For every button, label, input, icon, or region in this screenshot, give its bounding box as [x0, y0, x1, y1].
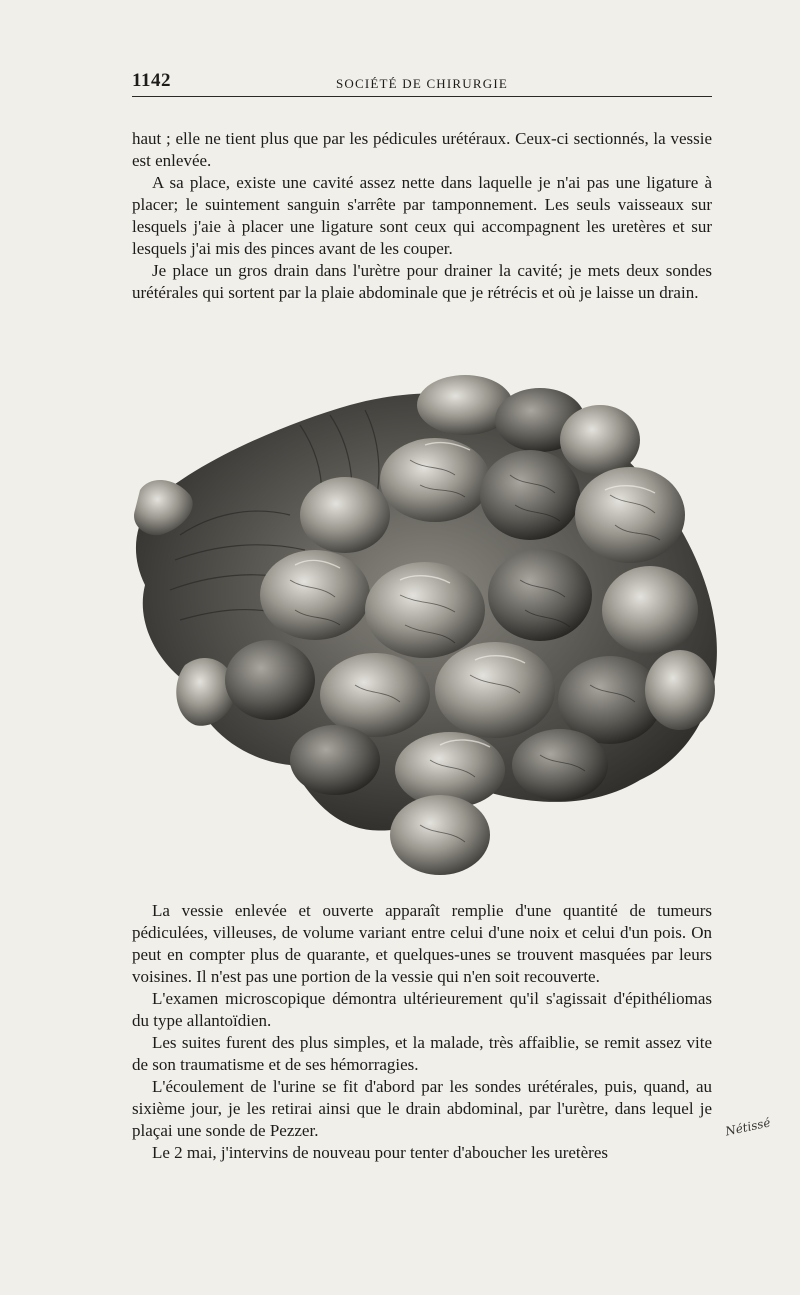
paragraph: Les suites furent des plus simples, et la malade, très affaiblie, se remit assez vite de son traumatisme et de ses hémorragies. [132, 1033, 712, 1074]
paragraph: L'écoulement de l'urine se fit d'abord par les sondes urétérales, puis, quand, au sixième jour, je les retirai ainsi que le drain abdominal, par l'urètre, dans lequel je plaçai une sonde de Pezzer. [132, 1077, 712, 1140]
engraving-image [120, 365, 730, 885]
paragraph: Le 2 mai, j'intervins de nouveau pour tenter d'aboucher les uretères [152, 1143, 608, 1162]
paragraph: haut ; elle ne tient plus que par les pédicules urétéraux. Ceux-ci sectionnés, la vessie est enlevée. [132, 129, 712, 170]
bottom-text-block [132, 900, 712, 1164]
engraver-signature: Nétissé [724, 1115, 772, 1139]
paragraph: Je place un gros drain dans l'urètre pour drainer la cavité; je mets deux sondes urétérales qui sortent par la plaie abdominale que je rétrécis et où je laisse un drain. [132, 261, 712, 302]
paragraph: La vessie enlevée et ouverte apparaît remplie d'une quantité de tumeurs pédiculées, villeuses, de volume variant entre celui d'une noix et celui d'un pois. On peut en compter plus de quarante, et quelques-unes se trouvent masquées par leurs voisines. Il n'est pas une portion de la vessie qui n'en soit recouverte. [132, 901, 712, 986]
paragraph: L'examen microscopique démontra ultérieurement qu'il s'agissait d'épithéliomas du type allantoïdien. [132, 989, 712, 1030]
paragraph: A sa place, existe une cavité assez nette dans laquelle je n'ai pas une ligature à placer; le suintement sanguin s'arrête par tamponnement. Les seuls vaisseaux sur lesquels j'aie à placer une ligature sont ceux qui accompagnent les uretères et sur lesquels j'ai mis des pinces avant de les couper. [132, 173, 712, 258]
running-head: SOCIÉTÉ DE CHIRURGIE [335, 76, 509, 91]
page-header [132, 64, 712, 97]
page-number: 1142 [132, 70, 171, 91]
top-text-block [132, 128, 712, 304]
